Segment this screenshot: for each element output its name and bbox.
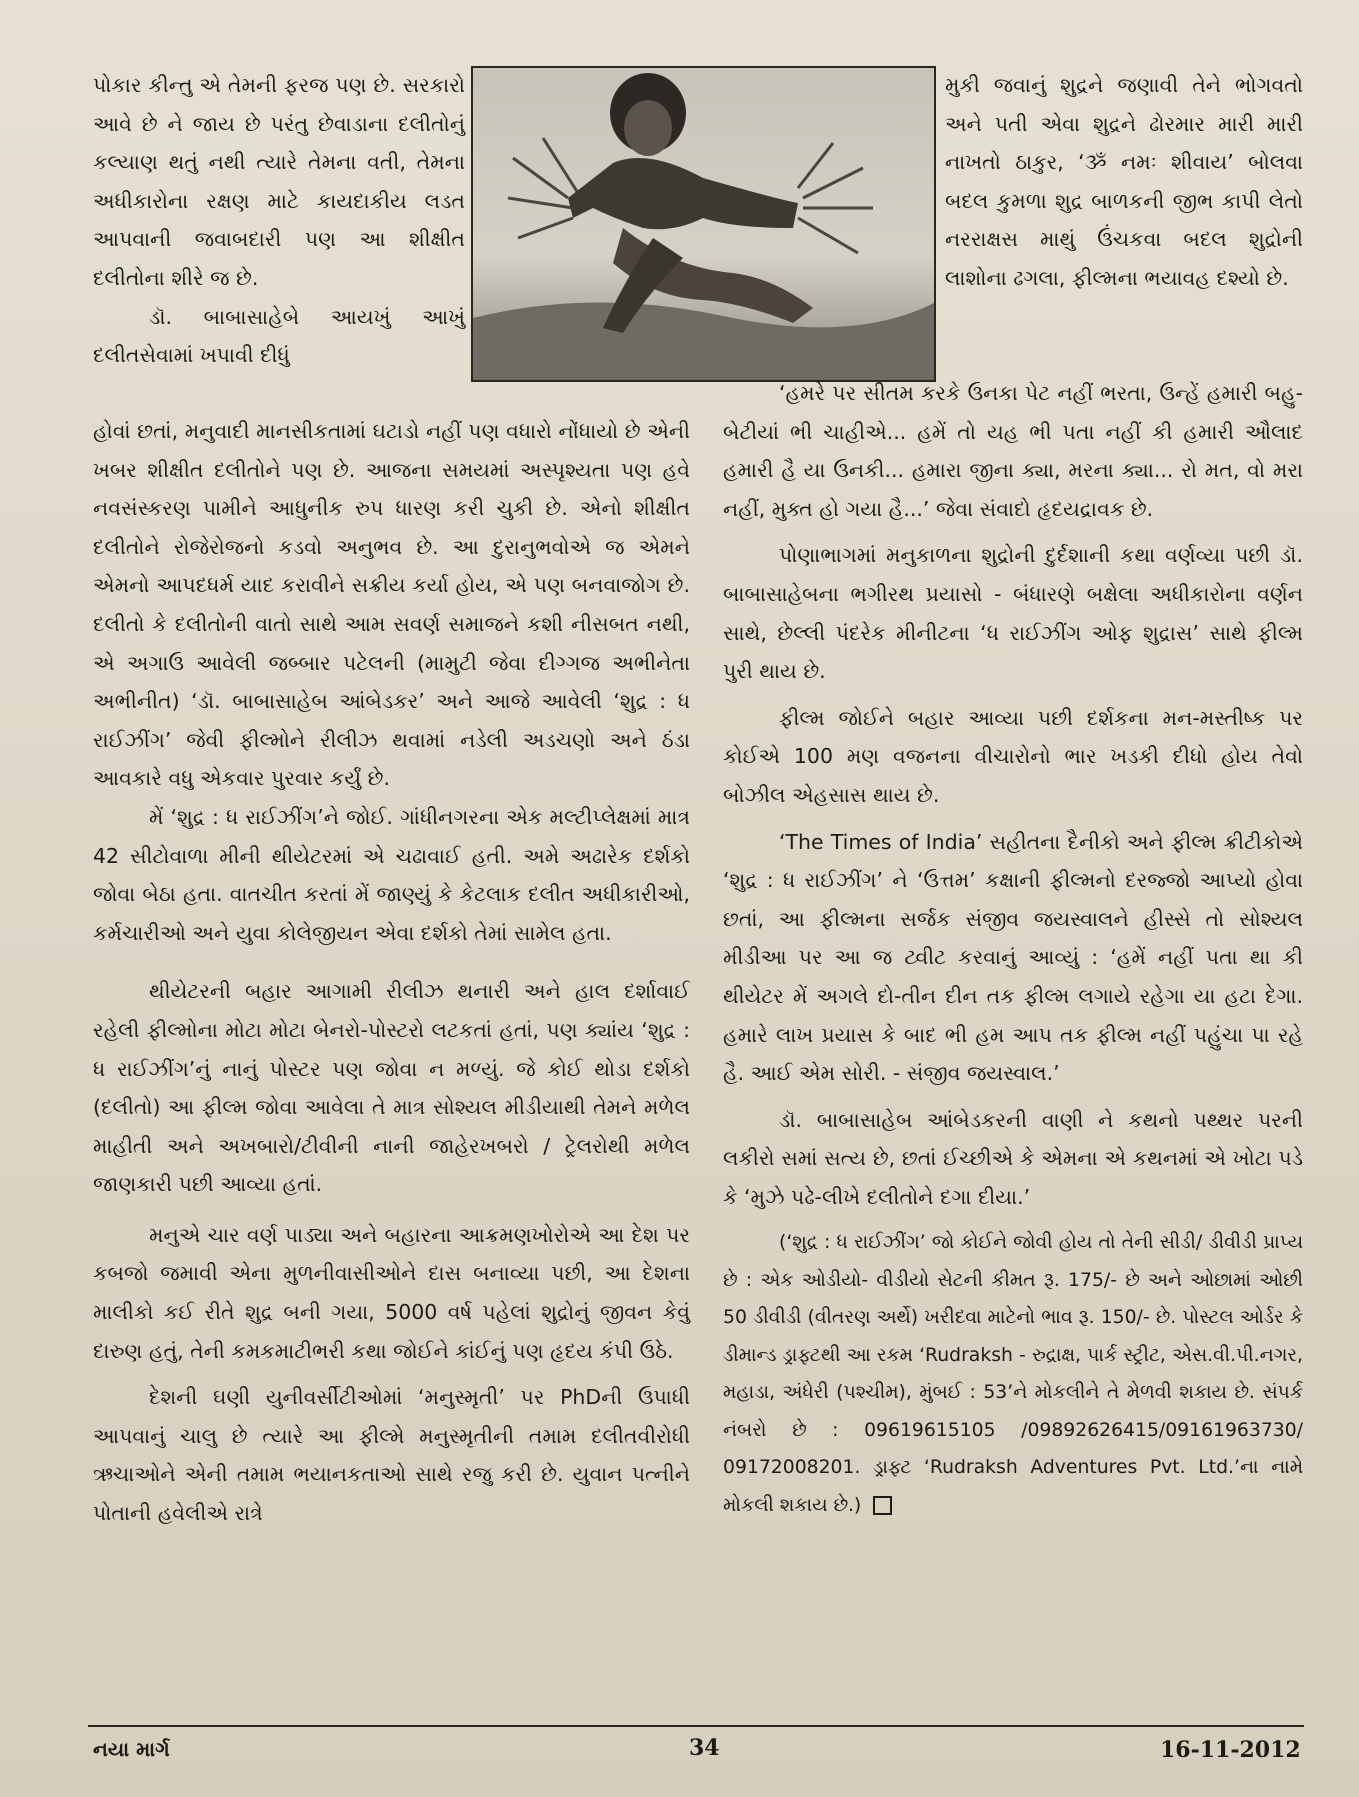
article-right-column: [723, 381, 1303, 1524]
film-still-image: [473, 68, 934, 380]
paragraph: ‘હમરે પર સીતમ કરકે ઉનકા પેટ નહીં ભરતા, ઉન્હેં હમારી બહુ-બેટીયાં ભી ચાહીએ... હમેં તો યહ ભી પતા નહીં કી હમારી ઔલાદ હમારી હૈ યા ઉનકી... હમારા જીના ક્યા, મરના ક્યા... રો મત, વો મરા નહીં, મુક્ત હો ગયા હૈ...’ જેવા સંવાદો હૃદયદ્રાવક છે.: [723, 381, 1303, 521]
publication-name: નયા માર્ગ: [93, 1737, 170, 1761]
paragraph: ‘The Times of India’ સહીતના દૈનીકો અને ફીલ્મ ક્રીટીકોએ ‘શુદ્ર : ધ રાઈઝીંગ’ ને ‘ઉત્તમ’ કક્ષાની ફીલ્મનો દરજ્જો આપ્યો હોવા છતાં, આ ફીલ્મના સર્જક સંજીવ જયસ્વાલને હીસ્સે તો સોશ્યલ મીડીઆ પર આ જ ટ્વીટ કરવાનું આવ્યું : ‘હમેં નહીં પતા થા કી થીયેટર મેં અગલે દો-તીન દીન તક ફીલ્મ લગાયે રહેગા યા હટા દેગા. હમારે લાખ પ્રયાસ કે બાદ ભી હમ આપ તક ફીલ્મ નહીં પહુંચા પા રહે હૈ. આઈ એમ સોરી. - સંજીવ જયસ્વાલ.’: [723, 829, 1303, 1086]
article-left-column: [93, 412, 690, 1533]
paragraph: દેશની ઘણી યુનીવર્સીટીઓમાં ‘મનુસ્મૃતી’ પર PhDની ઉપાધી આપવાનું ચાલુ છે ત્યારે આ ફીલ્મે મનુસ્મૃતીની તમામ દલીતવીરોધી ઋચાઓને એની તમામ ભયાનકતાઓ સાથે રજુ કરી છે. યુવાન પત્નીને પોતાની હવેલીએ રાત્રે: [93, 1385, 690, 1526]
paragraph: પોણાભાગમાં મનુકાળના શુદ્રોની દુર્દશાની કથા વર્ણવ્યા પછી ડૉ. બાબાસાહેબના ભગીરથ પ્રયાસો - બંધારણે બક્ષેલા અધીકારોના વર્ણન સાથે, છેલ્લી પંદરેક મીનીટના ‘ધ રાઈઝીંગ ઓફ શુદ્રાસ’ સાથે ફીલ્મ પુરી થાય છે.: [723, 543, 1303, 684]
page-number: 34: [689, 1735, 720, 1761]
paragraph: હોવાં છતાં, મનુવાદી માનસીકતામાં ઘટાડો નહીં પણ વધારો નોંધાયો છે એની ખબર શીક્ષીત દલીતોને પણ છે. આજના સમયમાં અસ્પૃશ્યતા પણ હવે નવસંસ્કરણ પામીને આધુનીક રુપ ધારણ કરી ચુકી છે. એનો શીક્ષીત દલીતોને રોજેરોજનો કડવો અનુભવ છે. આ દુરાનુભવોએ જ એમને એમનો આપદધર્મ યાદ કરાવીને સક્રીય કર્યા હોય, એ પણ બનવાજોગ છે. દલીતો કે દલીતોની વાતો સાથે આમ સવર્ણ સમાજને કશી નીસબત નથી, એ અગાઉ આવેલી જબ્બાર પટેલની (મામુટી જેવા દીગ્ગજ અભીનેતા અભીનીત) ‘ડૉ. બાબાસાહેબ આંબેડકર’ અને આજે આવેલી ‘શુદ્ર : ધ રાઈઝીંગ’ જેવી ફીલ્મોને રીલીઝ થવામાં નડેલી અડચણો અને ઠંડા આવકારે વધુ એકવાર પુરવાર કર્યું છે.: [93, 419, 690, 791]
film-still-photo: [471, 66, 936, 382]
paragraph: ફીલ્મ જોઈને બહાર આવ્યા પછી દર્શકના મન-મસ્તીષ્ક પર કોઈએ 100 મણ વજનના વીચારોનો ભાર ખડકી દીધો હોય તેવો બોઝીલ એહસાસ થાય છે.: [723, 705, 1303, 807]
article-top-left-column: [93, 66, 465, 375]
article-top-right-column: [945, 66, 1303, 298]
paragraph: પોકાર કીન્તુ એ તેમની ફરજ પણ છે. સરકારો આવે છે ને જાય છે પરંતુ છેવાડાના દલીતોનું કલ્યાણ થતું નથી ત્યારે તેમના વતી, તેમના અધીકારોના રક્ષણ માટે કાયદાકીય લડત આપવાની જવાબદારી પણ આ શીક્ષીત દલીતોના શીરે જ છે.: [93, 73, 465, 290]
paragraph: ડૉ. બાબાસાહેબ આંબેડકરની વાણી ને કથનો પથ્થર પરની લકીરો સમાં સત્ય છે, છતાં ઈચ્છીએ કે એમના એ કથનમાં એ ખોટા પડે કે ‘મુઝે પઢે-લીખે દલીતોને દગા દીયા.’: [723, 1107, 1303, 1209]
paragraph: ડૉ. બાબાસાહેબે આયખું આખું દલીતસેવામાં ખપાવી દીધું: [93, 304, 465, 368]
paragraph: થીયેટરની બહાર આગામી રીલીઝ થનારી અને હાલ દર્શાવાઈ રહેલી ફીલ્મોના મોટા મોટા બેનરો-પોસ્ટરો લટકતાં હતાં, પણ ક્યાંય ‘શુદ્ર : ધ રાઈઝીંગ’નું નાનું પોસ્ટર પણ જોવા ન મળ્યું. જે કોઈ થોડા દર્શકો (દલીતો) આ ફીલ્મ જોવા આવેલા તે માત્ર સોશ્યલ મીડીયાથી તેમને મળેલ માહીતી અને અખબારો/ટીવીની નાની જાહેરખબરો / ટ્રેલરોથી મળેલ જાણકારી પછી આવ્યા હતાં.: [93, 979, 690, 1197]
paragraph: મેં ‘શુદ્ર : ધ રાઈઝીંગ’ને જોઈ. ગાંધીનગરના એક મલ્ટીપ્લેક્ષમાં માત્ર 42 સીટોવાળા મીની થીયેટરમાં એ ચઢાવાઈ હતી. અમે અઢારેક દર્શકો જોવા બેઠા હતા. વાતચીત કરતાં મેં જાણ્યું કે કેટલાક દલીત અધીકારીઓ, કર્મચારીઓ અને યુવા કોલેજીયન એવા દર્શકો તેમાં સામેલ હતા.: [93, 804, 690, 945]
paragraph: મનુએ ચાર વર્ણ પાડ્યા અને બહારના આક્રમણખોરોએ આ દેશ પર કબજો જમાવી એના મુળનીવાસીઓને દાસ બનાવ્યા પછી, આ દેશના માલીકો કઈ રીતે શુદ્ર બની ગયા, 5000 વર્ષ પહેલાં શુદ્રોનું જીવન કેવું દારુણ હતું, તેની કમકમાટીભરી કથા જોઈને કાંઈનું પણ હૃદય કંપી ઉઠે.: [93, 1222, 690, 1363]
ordering-note-text: (‘શુદ્ર : ધ રાઈઝીંગ’ જો કોઈને જોવી હોય તો તેની સીડી/ ડીવીડી પ્રાપ્ય છે : એક ઓડીયો- વીડીયો સેટની કીમત રૂ. 175/- છે અને ઓછામાં ઓછી 50 ડીવીડી (વીતરણ અર્થે) ખરીદવા માટેનો ભાવ રૂ. 150/- છે. પોસ્ટલ ઓર્ડર કે ડીમાન્ડ ડ્રાફ્ટથી આ રકમ ‘Rudraksh - રુદ્રાક્ષ, પાર્ક સ્ટ્રીટ, એસ.વી.પી.નગર, મહાડા, અંધેરી (પશ્ચીમ), મુંબઈ : 53’ને મોકલીને તે મેળવી શકાય છે. સંપર્ક નંબરો છે : 09619615105 /09892626415/09161963730/ 09172008201. ડ્રાફ્ટ ‘Rudraksh Adventures Pvt. Ltd.’ના નામે મોકલી શકાય છે.): [723, 1232, 1303, 1516]
paragraph: મુકી જવાનું શુદ્રને જણાવી તેને ભોગવતો અને પતી એવા શુદ્રને ઢોરમાર મારી મારી નાખતો ઠાકુર, ‘ૐ નમઃ શીવાય’ બોલવા બદલ કુમળા શુદ્ર બાળકની જીભ કાપી લેતો નરરાક્ષસ માથું ઉંચકવા બદલ શુદ્રોની લાશોના ઢગલા, ફીલ્મના ભયાવહ દશ્યો છે.: [945, 73, 1303, 290]
issue-date: 16-11-2012: [1160, 1737, 1301, 1763]
end-mark-icon: [873, 1496, 892, 1515]
ordering-note: [723, 1224, 1303, 1524]
footer-rule: [88, 1725, 1304, 1727]
